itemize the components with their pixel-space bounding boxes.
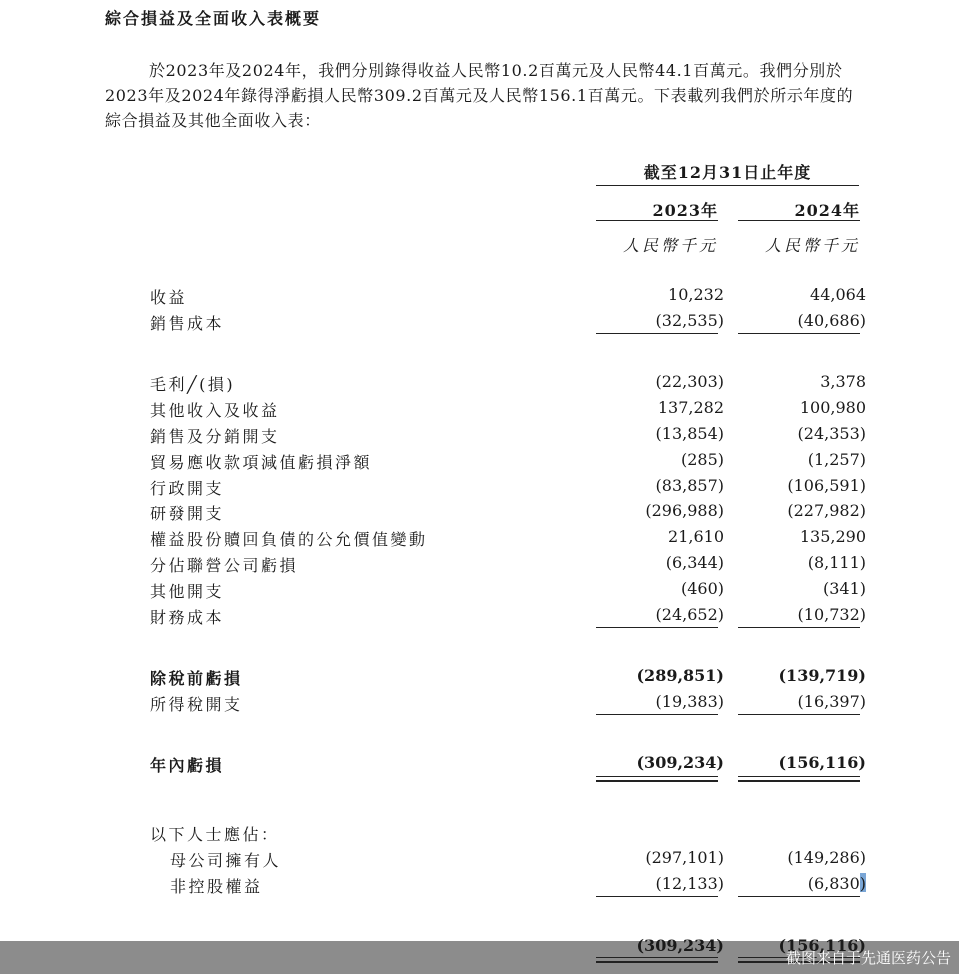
unit-2023: 人民幣千元	[622, 236, 718, 255]
watermark-text: 截图来自于先通医药公告	[785, 949, 951, 967]
total-double-rule	[596, 776, 718, 777]
row-value-2024: (139,719)	[778, 666, 866, 685]
row-value-2023: (22,303)	[655, 372, 724, 391]
subtotal-rule	[738, 333, 860, 334]
row-value-2024: 44,064	[810, 285, 866, 304]
row-label-finance-costs: 財務成本	[150, 608, 225, 627]
row-value-2024: 100,980	[799, 398, 866, 417]
subtotal-rule	[596, 627, 718, 628]
row-value-2024: (8,111)	[807, 553, 866, 572]
row-value-2023: (13,854)	[655, 424, 724, 443]
row-value-2023: (19,383)	[655, 692, 724, 711]
footer-double-rule	[596, 957, 718, 958]
row-value-2024: (16,397)	[797, 692, 866, 711]
row-label-income-tax: 所得稅開支	[150, 695, 243, 714]
row-value-2024: (341)	[822, 579, 866, 598]
subtotal-rule	[738, 627, 860, 628]
row-value-2023: (24,652)	[655, 605, 724, 624]
section-heading: 綜合損益及全面收入表概要	[105, 9, 322, 28]
row-label-associates-loss: 分佔聯營公司虧損	[150, 556, 299, 575]
row-value-2023: (32,535)	[655, 311, 724, 330]
row-label-selling-expenses: 銷售及分銷開支	[150, 427, 280, 446]
row-value-2024: (149,286)	[787, 848, 866, 867]
row-label-impairment: 貿易應收款項減值虧損淨額	[150, 453, 373, 472]
intro-text: 於2023年及2024年，我們分別錄得收益人民幣10.2百萬元及人民幣44.1百萬元。我們分別於2023年及2024年錄得淨虧損人民幣309.2百萬元及人民幣156.1百萬元。下表載列我們於所示年度的綜合損益及其他全面收入表：	[105, 61, 854, 130]
period-header-rule	[596, 185, 859, 186]
footer-total-2024: (156,116)	[778, 936, 866, 955]
subtotal-rule	[738, 714, 860, 715]
footer-double-rule	[596, 961, 718, 963]
year-2023-header: 2023年	[652, 201, 718, 220]
row-value-2024: 3,378	[820, 372, 866, 391]
row-label-other-income: 其他收入及收益	[150, 401, 280, 420]
row-value-2024: (24,353)	[797, 424, 866, 443]
year-rule-2024	[738, 220, 860, 221]
subtotal-rule	[596, 714, 718, 715]
row-value-2024: (156,116)	[778, 753, 866, 772]
row-value-2023: 10,232	[668, 285, 724, 304]
row-label-parent-owners: 母公司擁有人	[170, 851, 282, 870]
row-value-2024: 135,290	[799, 527, 866, 546]
row-value-2024: (6,830)	[807, 874, 866, 893]
row-label-non-controlling: 非控股權益	[170, 877, 263, 896]
row-value-2023: 137,282	[657, 398, 724, 417]
year-rule-2023	[596, 220, 718, 221]
row-value-2023: (83,857)	[655, 476, 724, 495]
subtotal-rule	[596, 896, 718, 897]
row-value-2024: (106,591)	[787, 476, 866, 495]
row-label-gross-profit: 毛利╱(損)	[150, 375, 236, 394]
footer-total-2023: (309,234)	[636, 936, 724, 955]
row-value-2023: (309,234)	[636, 753, 724, 772]
row-value-2023: (285)	[680, 450, 724, 469]
total-double-rule	[596, 780, 718, 782]
row-label-attributable-to: 以下人士應佔：	[150, 825, 280, 844]
total-double-rule	[738, 780, 860, 782]
row-label-loss-before-tax: 除稅前虧損	[150, 669, 243, 688]
row-label-rnd-expenses: 研發開支	[150, 504, 225, 523]
total-double-rule	[738, 776, 860, 777]
row-value-2024: (40,686)	[797, 311, 866, 330]
row-value-2023: (460)	[680, 579, 724, 598]
year-2024-header: 2024年	[794, 201, 860, 220]
intro-paragraph	[105, 58, 865, 133]
row-value-2024: (227,982)	[787, 501, 866, 520]
period-header: 截至12月31日止年度	[643, 163, 812, 182]
unit-2024: 人民幣千元	[764, 236, 860, 255]
row-label-fair-value-change: 權益股份贖回負債的公允價值變動	[150, 530, 428, 549]
row-value-2023: (6,344)	[665, 553, 724, 572]
row-label-loss-for-year: 年內虧損	[150, 756, 225, 775]
row-label-admin-expenses: 行政開支	[150, 479, 225, 498]
row-value-2023: (12,133)	[655, 874, 724, 893]
subtotal-rule	[596, 333, 718, 334]
subtotal-rule	[738, 896, 860, 897]
row-value-2023: (289,851)	[636, 666, 724, 685]
row-value-2024: (10,732)	[797, 605, 866, 624]
row-label-revenue: 收益	[150, 288, 188, 307]
row-value-2023: (297,101)	[645, 848, 724, 867]
row-value-2023: (296,988)	[645, 501, 724, 520]
row-label-other-expenses: 其他開支	[150, 582, 225, 601]
row-label-cost-of-sales: 銷售成本	[150, 314, 225, 333]
row-value-2024: (1,257)	[807, 450, 866, 469]
row-value-2023: 21,610	[668, 527, 724, 546]
